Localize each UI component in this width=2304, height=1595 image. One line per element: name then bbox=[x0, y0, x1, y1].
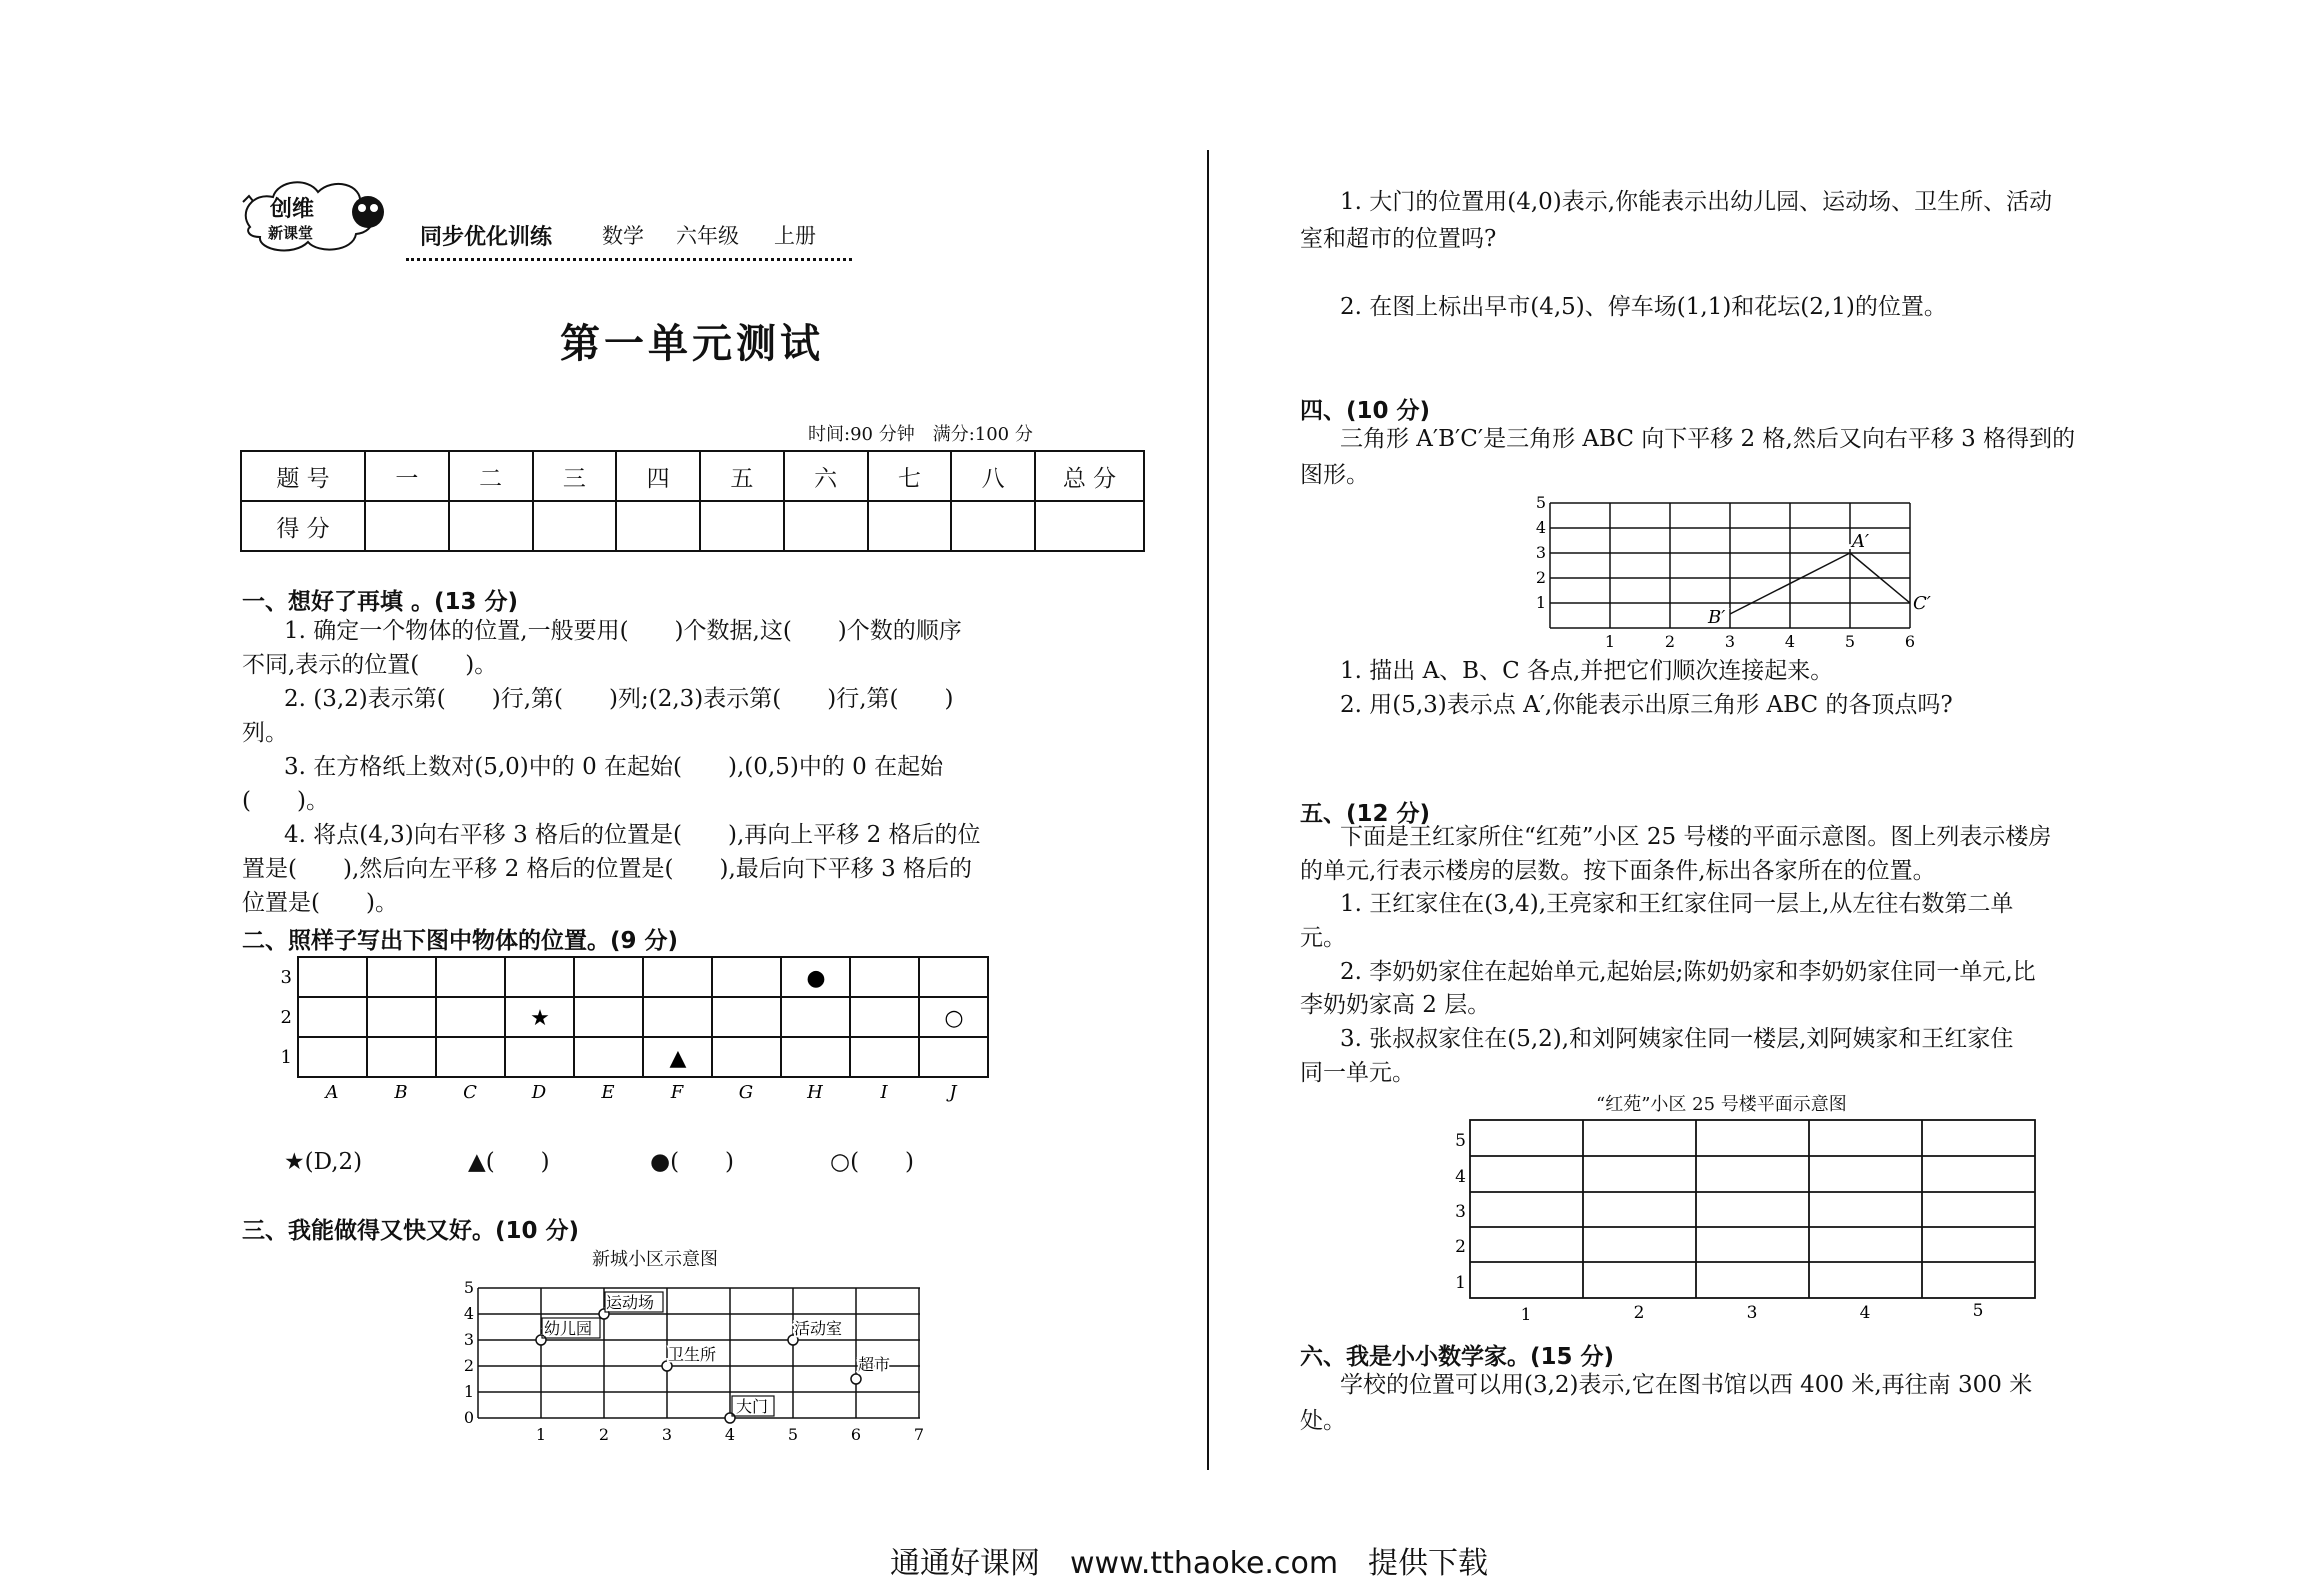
s3-q1-line1: 1. 大门的位置用(4,0)表示,你能表示出幼儿园、运动场、卫生所、活动 bbox=[1340, 189, 2053, 215]
s4-grid bbox=[1530, 495, 1950, 655]
point-b-prime-label: B′ bbox=[1708, 607, 1726, 628]
s2-col-label: G bbox=[738, 1082, 754, 1103]
s2-col-label: B bbox=[394, 1082, 408, 1103]
s2-col-label: D bbox=[531, 1082, 547, 1103]
series-title: 同步优化训练 bbox=[420, 225, 553, 250]
s5-floor-label: 3 bbox=[1455, 1202, 1466, 1222]
score-cell[interactable] bbox=[616, 501, 700, 551]
supermarket-marker bbox=[851, 1374, 861, 1384]
s2-col-label: A bbox=[325, 1082, 339, 1103]
s3-y-tick: 3 bbox=[463, 1330, 474, 1349]
s4-y-tick: 3 bbox=[1535, 543, 1546, 562]
score-header-6: 六 bbox=[784, 451, 868, 501]
score-cell[interactable] bbox=[951, 501, 1035, 551]
s3-x-tick: 5 bbox=[787, 1425, 799, 1444]
gate-label: 大门 bbox=[736, 1397, 769, 1416]
s4-x-tick: 2 bbox=[1664, 632, 1676, 651]
score-cell[interactable] bbox=[784, 501, 868, 551]
s1-q3-line2: ( )。 bbox=[242, 788, 329, 814]
s2-row-label: 1 bbox=[280, 1047, 292, 1068]
s2-grid bbox=[270, 955, 1000, 1105]
s3-x-tick: 1 bbox=[535, 1425, 547, 1444]
s4-q2: 2. 用(5,3)表示点 A′,你能表示出原三角形 ABC 的各顶点吗? bbox=[1340, 692, 1953, 718]
point-c-prime-label: C′ bbox=[1913, 593, 1931, 614]
volume-label: 上册 bbox=[774, 224, 816, 248]
s5-q2-line1: 2. 李奶奶家住在起始单元,起始层;陈奶奶家和李奶奶家住同一单元,比 bbox=[1340, 959, 2036, 985]
s2-col-label: H bbox=[807, 1082, 823, 1103]
score-cell[interactable] bbox=[449, 501, 533, 551]
subject-label: 数学 bbox=[602, 224, 644, 248]
s5-floor-label: 4 bbox=[1455, 1167, 1466, 1187]
clinic-label: 卫生所 bbox=[668, 1345, 717, 1364]
s1-q1-line1: 1. 确定一个物体的位置,一般要用( )个数据,这( )个数的顺序 bbox=[284, 618, 962, 644]
s5-caption: “红苑”小区 25 号楼平面示意图 bbox=[1596, 1094, 1847, 1115]
s5-building-grid bbox=[1420, 1112, 2050, 1322]
s5-para-line2: 的单元,行表示楼房的层数。按下面条件,标出各家所在的位置。 bbox=[1300, 858, 1936, 884]
score-table bbox=[240, 450, 1145, 552]
s3-y-tick: 1 bbox=[463, 1382, 474, 1401]
star-icon: ★ bbox=[530, 1006, 550, 1031]
s2-answer-circle: ○( ) bbox=[830, 1149, 915, 1175]
footer-credit: 通通好课网 www.tthaoke.com 提供下载 bbox=[890, 1546, 1489, 1581]
s1-q4-line2: 置是( ),然后向左平移 2 格后的位置是( ),最后向下平移 3 格后的 bbox=[242, 856, 973, 882]
activity-room-label: 活动室 bbox=[794, 1319, 843, 1338]
point-a-prime-label: A′ bbox=[1852, 531, 1870, 552]
s3-q2: 2. 在图上标出早市(4,5)、停车场(1,1)和花坛(2,1)的位置。 bbox=[1340, 294, 1947, 320]
s5-floor-label: 5 bbox=[1455, 1131, 1466, 1151]
s4-x-tick: 6 bbox=[1904, 632, 1916, 651]
s5-unit-label: 2 bbox=[1633, 1303, 1645, 1322]
logo-top-text: 创维 bbox=[270, 197, 315, 222]
s5-q3-line2: 同一单元。 bbox=[1300, 1060, 1415, 1086]
s5-floor-label: 2 bbox=[1455, 1237, 1466, 1257]
score-header-4: 四 bbox=[616, 451, 700, 501]
supermarket-label: 超市 bbox=[858, 1355, 891, 1374]
s3-y-tick: 0 bbox=[463, 1408, 474, 1427]
logo-bottom-text: 新课堂 bbox=[268, 224, 314, 242]
s4-y-tick: 4 bbox=[1535, 518, 1546, 537]
s4-x-tick: 3 bbox=[1724, 632, 1736, 651]
s5-unit-label: 3 bbox=[1746, 1303, 1758, 1322]
time-info: 时间:90 分钟 满分:100 分 bbox=[808, 424, 1033, 445]
section-2-heading: 二、照样子写出下图中物体的位置。(9 分) bbox=[242, 928, 679, 954]
s5-q3-line1: 3. 张叔叔家住在(5,2),和刘阿姨家住同一楼层,刘阿姨家和王红家住 bbox=[1340, 1026, 2014, 1052]
score-header-8: 八 bbox=[951, 451, 1035, 501]
score-cell[interactable] bbox=[700, 501, 784, 551]
s3-x-tick: 6 bbox=[850, 1425, 862, 1444]
column-divider bbox=[1207, 150, 1209, 1470]
s5-unit-label: 4 bbox=[1859, 1303, 1871, 1322]
score-header-2: 二 bbox=[449, 451, 533, 501]
s5-para-line1: 下面是王红家所住“红苑”小区 25 号楼的平面示意图。图上列表示楼房 bbox=[1340, 824, 2052, 850]
score-header-7: 七 bbox=[868, 451, 952, 501]
s5-q2-line2: 李奶奶家高 2 层。 bbox=[1300, 992, 1491, 1018]
s6-para-line1: 学校的位置可以用(3,2)表示,它在图书馆以西 400 米,再往南 300 米 bbox=[1340, 1372, 2033, 1398]
s3-y-tick: 2 bbox=[463, 1356, 474, 1375]
header-divider bbox=[406, 258, 852, 261]
s2-answer-dot: ●( ) bbox=[650, 1149, 735, 1175]
kindergarten-label: 幼儿园 bbox=[544, 1319, 593, 1338]
score-cell[interactable] bbox=[868, 501, 952, 551]
s5-unit-label: 5 bbox=[1972, 1301, 1984, 1321]
s1-q2-line2: 列。 bbox=[242, 720, 288, 746]
s3-x-tick: 3 bbox=[661, 1425, 673, 1444]
section-3-heading: 三、我能做得又快又好。(10 分) bbox=[242, 1218, 580, 1244]
s3-x-tick: 4 bbox=[724, 1425, 736, 1444]
s1-q3-line1: 3. 在方格纸上数对(5,0)中的 0 在起始( ),(0,5)中的 0 在起始 bbox=[284, 754, 944, 780]
s2-row-label: 2 bbox=[280, 1007, 292, 1028]
score-cell[interactable] bbox=[365, 501, 449, 551]
section-4-heading: 四、(10 分) bbox=[1300, 398, 1431, 424]
triangle-icon: ▲ bbox=[669, 1046, 687, 1071]
s5-floor-label: 1 bbox=[1455, 1273, 1466, 1293]
s2-col-label: J bbox=[949, 1082, 957, 1103]
s4-y-tick: 1 bbox=[1535, 593, 1546, 612]
sports-field-label: 运动场 bbox=[606, 1293, 655, 1312]
grade-label: 六年级 bbox=[676, 224, 739, 248]
s3-x-tick: 7 bbox=[913, 1425, 925, 1444]
score-header-total: 总 分 bbox=[1035, 451, 1144, 501]
s4-desc-line1: 三角形 A′B′C′是三角形 ABC 向下平移 2 格,然后又向右平移 3 格得到的 bbox=[1340, 426, 2076, 452]
s3-map bbox=[460, 1270, 940, 1450]
s1-q1-line2: 不同,表示的位置( )。 bbox=[242, 652, 498, 678]
score-cell[interactable] bbox=[533, 501, 617, 551]
score-header-1: 一 bbox=[365, 451, 449, 501]
s4-x-tick: 5 bbox=[1844, 632, 1856, 651]
logo bbox=[238, 172, 398, 262]
circle-icon: ○ bbox=[944, 1006, 964, 1031]
s1-q2-line1: 2. (3,2)表示第( )行,第( )列;(2,3)表示第( )行,第( ) bbox=[284, 686, 954, 712]
s4-x-tick: 1 bbox=[1604, 632, 1616, 651]
s3-y-tick: 5 bbox=[463, 1278, 474, 1297]
dot-icon: ● bbox=[806, 966, 826, 991]
s3-x-tick: 2 bbox=[598, 1425, 610, 1444]
s4-desc-line2: 图形。 bbox=[1300, 462, 1369, 488]
s5-q1-line1: 1. 王红家住在(3,4),王亮家和王红家住同一层上,从左往右数第二单 bbox=[1340, 891, 2014, 917]
score-header-5: 五 bbox=[700, 451, 784, 501]
section-5-heading: 五、(12 分) bbox=[1300, 801, 1431, 827]
s2-col-label: C bbox=[463, 1082, 477, 1103]
s5-q1-line2: 元。 bbox=[1300, 925, 1346, 951]
s2-answer-triangle: ▲( ) bbox=[468, 1149, 550, 1175]
s1-q4-line3: 位置是( )。 bbox=[242, 890, 398, 916]
s4-q1: 1. 描出 A、B、C 各点,并把它们顺次连接起来。 bbox=[1340, 658, 1834, 684]
s1-q4-line1: 4. 将点(4,3)向右平移 3 格后的位置是( ),再向上平移 2 格后的位 bbox=[284, 822, 981, 848]
s4-y-tick: 5 bbox=[1535, 495, 1546, 512]
s5-unit-label: 1 bbox=[1520, 1305, 1532, 1322]
s2-col-label: F bbox=[670, 1082, 684, 1103]
s2-col-label: E bbox=[601, 1082, 615, 1103]
page-title: 第一单元测试 bbox=[560, 321, 824, 367]
score-row-label: 得 分 bbox=[241, 501, 365, 551]
s6-para-line2: 处。 bbox=[1300, 1408, 1346, 1434]
score-header-label: 题 号 bbox=[241, 451, 365, 501]
gate-marker bbox=[725, 1413, 735, 1423]
score-cell[interactable] bbox=[1035, 501, 1144, 551]
section-6-heading: 六、我是小小数学家。(15 分) bbox=[1300, 1344, 1615, 1370]
logo-cloud-icon bbox=[238, 172, 398, 262]
score-header-3: 三 bbox=[533, 451, 617, 501]
s3-y-tick: 4 bbox=[463, 1304, 474, 1323]
s4-x-tick: 4 bbox=[1784, 632, 1796, 651]
s3-q1-line2: 室和超市的位置吗? bbox=[1300, 226, 1497, 252]
s2-answer-star: ★(D,2) bbox=[284, 1149, 363, 1175]
section-1-heading: 一、想好了再填 。(13 分) bbox=[242, 589, 519, 615]
s2-row-label: 3 bbox=[280, 967, 292, 988]
s4-y-tick: 2 bbox=[1535, 568, 1546, 587]
s3-caption: 新城小区示意图 bbox=[592, 1249, 718, 1270]
s2-col-label: I bbox=[880, 1082, 888, 1103]
